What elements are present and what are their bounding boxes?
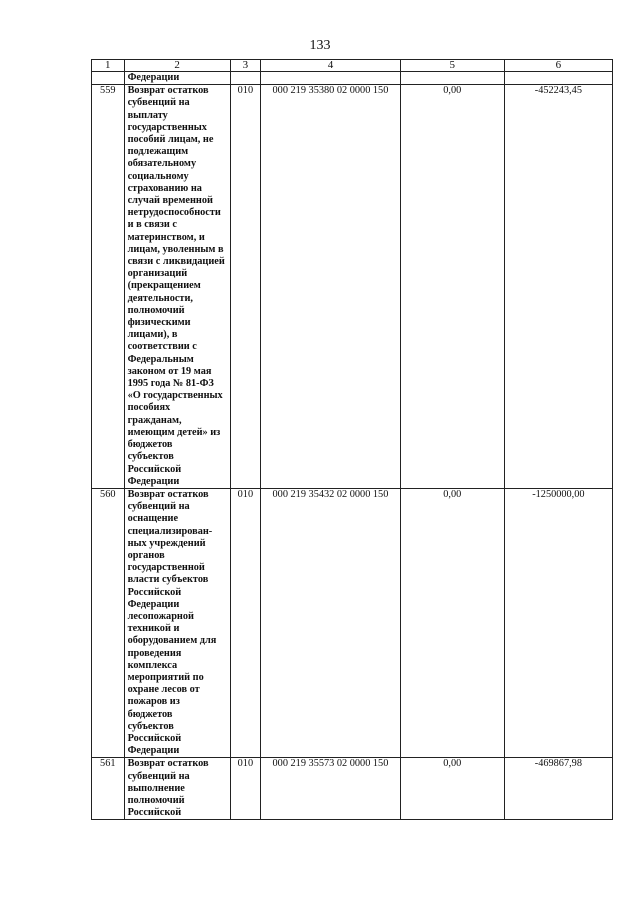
description-line: подлежащим (127, 146, 189, 158)
description-line: охране лесов от (127, 684, 200, 696)
description-line: Возврат остатков (127, 488, 209, 500)
description-line: субвенций на (127, 770, 190, 782)
column-header: 1 (92, 60, 125, 72)
description-line: нетрудоспособности (127, 207, 221, 219)
description-line: комплекса (127, 659, 178, 671)
description-line: лицам, уволенным в (127, 243, 224, 255)
description-line: 1995 года № 81-ФЗ (127, 378, 214, 390)
description-line: физическими (127, 317, 191, 329)
page-number: 133 (309, 38, 331, 53)
description-line: случай временной (127, 195, 213, 207)
description-line: техникой и (127, 623, 180, 635)
row-value-5: 0,00 (400, 488, 504, 757)
row-code-2: 000 219 35432 02 0000 150 (261, 488, 401, 757)
description-line: Федерации (127, 745, 180, 757)
description-line: гражданам, (127, 414, 182, 426)
continuation-row (92, 72, 613, 85)
description-line: полномочий (127, 794, 185, 806)
description-line: власти субъектов (127, 574, 209, 586)
description-line: Российской (127, 586, 182, 598)
description-line: пособий лицам, не (127, 134, 214, 146)
row-value-5: 0,00 (400, 85, 504, 489)
description-line: субвенций на (127, 97, 190, 109)
row-description (124, 758, 230, 820)
row-number: 561 (92, 758, 125, 820)
row-value-6: -452243,45 (504, 85, 612, 489)
description-line: специализирован- (127, 525, 213, 537)
description-line: субъектов (127, 451, 174, 463)
description-line: связи с ликвидацией (127, 256, 225, 268)
description-line: имеющим детей» из (127, 426, 221, 438)
row-number: 560 (92, 488, 125, 757)
description-line: пособиях (127, 402, 171, 414)
description-line: государственной (127, 562, 205, 574)
column-header: 4 (261, 60, 401, 72)
row-code-2: 000 219 35380 02 0000 150 (261, 85, 401, 489)
column-header: 5 (400, 60, 504, 72)
description-line: органов (127, 549, 165, 561)
row-value-5: 0,00 (400, 758, 504, 820)
row-code-1: 010 (230, 488, 260, 757)
row-code-1: 010 (230, 85, 260, 489)
description-line: Возврат остатков (127, 758, 209, 770)
description-line: соответствии с (127, 341, 197, 353)
description-line: субвенций на (127, 501, 190, 513)
description-line: деятельности, (127, 292, 193, 304)
description-line: полномочий (127, 304, 185, 316)
description-line: Российской (127, 732, 182, 744)
description-line: бюджетов (127, 708, 173, 720)
table-row (92, 488, 613, 757)
description-line: лицами), в (127, 329, 178, 341)
row-description (124, 488, 230, 757)
description-line: Российской (127, 463, 182, 475)
description-line: бюджетов (127, 439, 173, 451)
row-code-1: 010 (230, 758, 260, 820)
row-code-2: 000 219 35573 02 0000 150 (261, 758, 401, 820)
row-value-6: -469867,98 (504, 758, 612, 820)
column-header: 6 (504, 60, 612, 72)
description-line: Федерации (127, 475, 180, 487)
description-line: Федеральным (127, 353, 194, 365)
description-line: Возврат остатков (127, 85, 209, 97)
description-line: выполнение (127, 782, 185, 794)
table-header-row (92, 60, 613, 72)
description-line: законом от 19 мая (127, 365, 212, 377)
description-line: (прекращением (127, 280, 201, 292)
column-header: 3 (230, 60, 260, 72)
table-row (92, 85, 613, 489)
description-line: Российской (127, 807, 182, 819)
description-line: страхованию на (127, 182, 202, 194)
description-line: обязательному (127, 158, 197, 170)
continuation-text: Федерации (124, 72, 230, 85)
description-line: мероприятий по (127, 671, 204, 683)
budget-table (91, 59, 613, 820)
description-line: оснащение (127, 513, 179, 525)
column-header: 2 (124, 60, 230, 72)
description-line: пожаров из (127, 696, 180, 708)
description-line: «О государственных (127, 390, 223, 402)
table-row (92, 758, 613, 820)
description-line: и в связи с (127, 219, 177, 231)
description-line: материнством, и (127, 231, 205, 243)
description-line: выплату (127, 109, 168, 121)
row-number: 559 (92, 85, 125, 489)
row-description (124, 85, 230, 489)
description-line: ных учреждений (127, 537, 206, 549)
description-line: субъектов (127, 720, 174, 732)
description-line: оборудованием для (127, 635, 217, 647)
row-value-6: -1250000,00 (504, 488, 612, 757)
description-line: государственных (127, 121, 207, 133)
description-line: Федерации (127, 598, 180, 610)
description-line: проведения (127, 647, 182, 659)
description-line: социальному (127, 170, 189, 182)
description-line: организаций (127, 268, 188, 280)
description-line: лесопожарной (127, 610, 194, 622)
